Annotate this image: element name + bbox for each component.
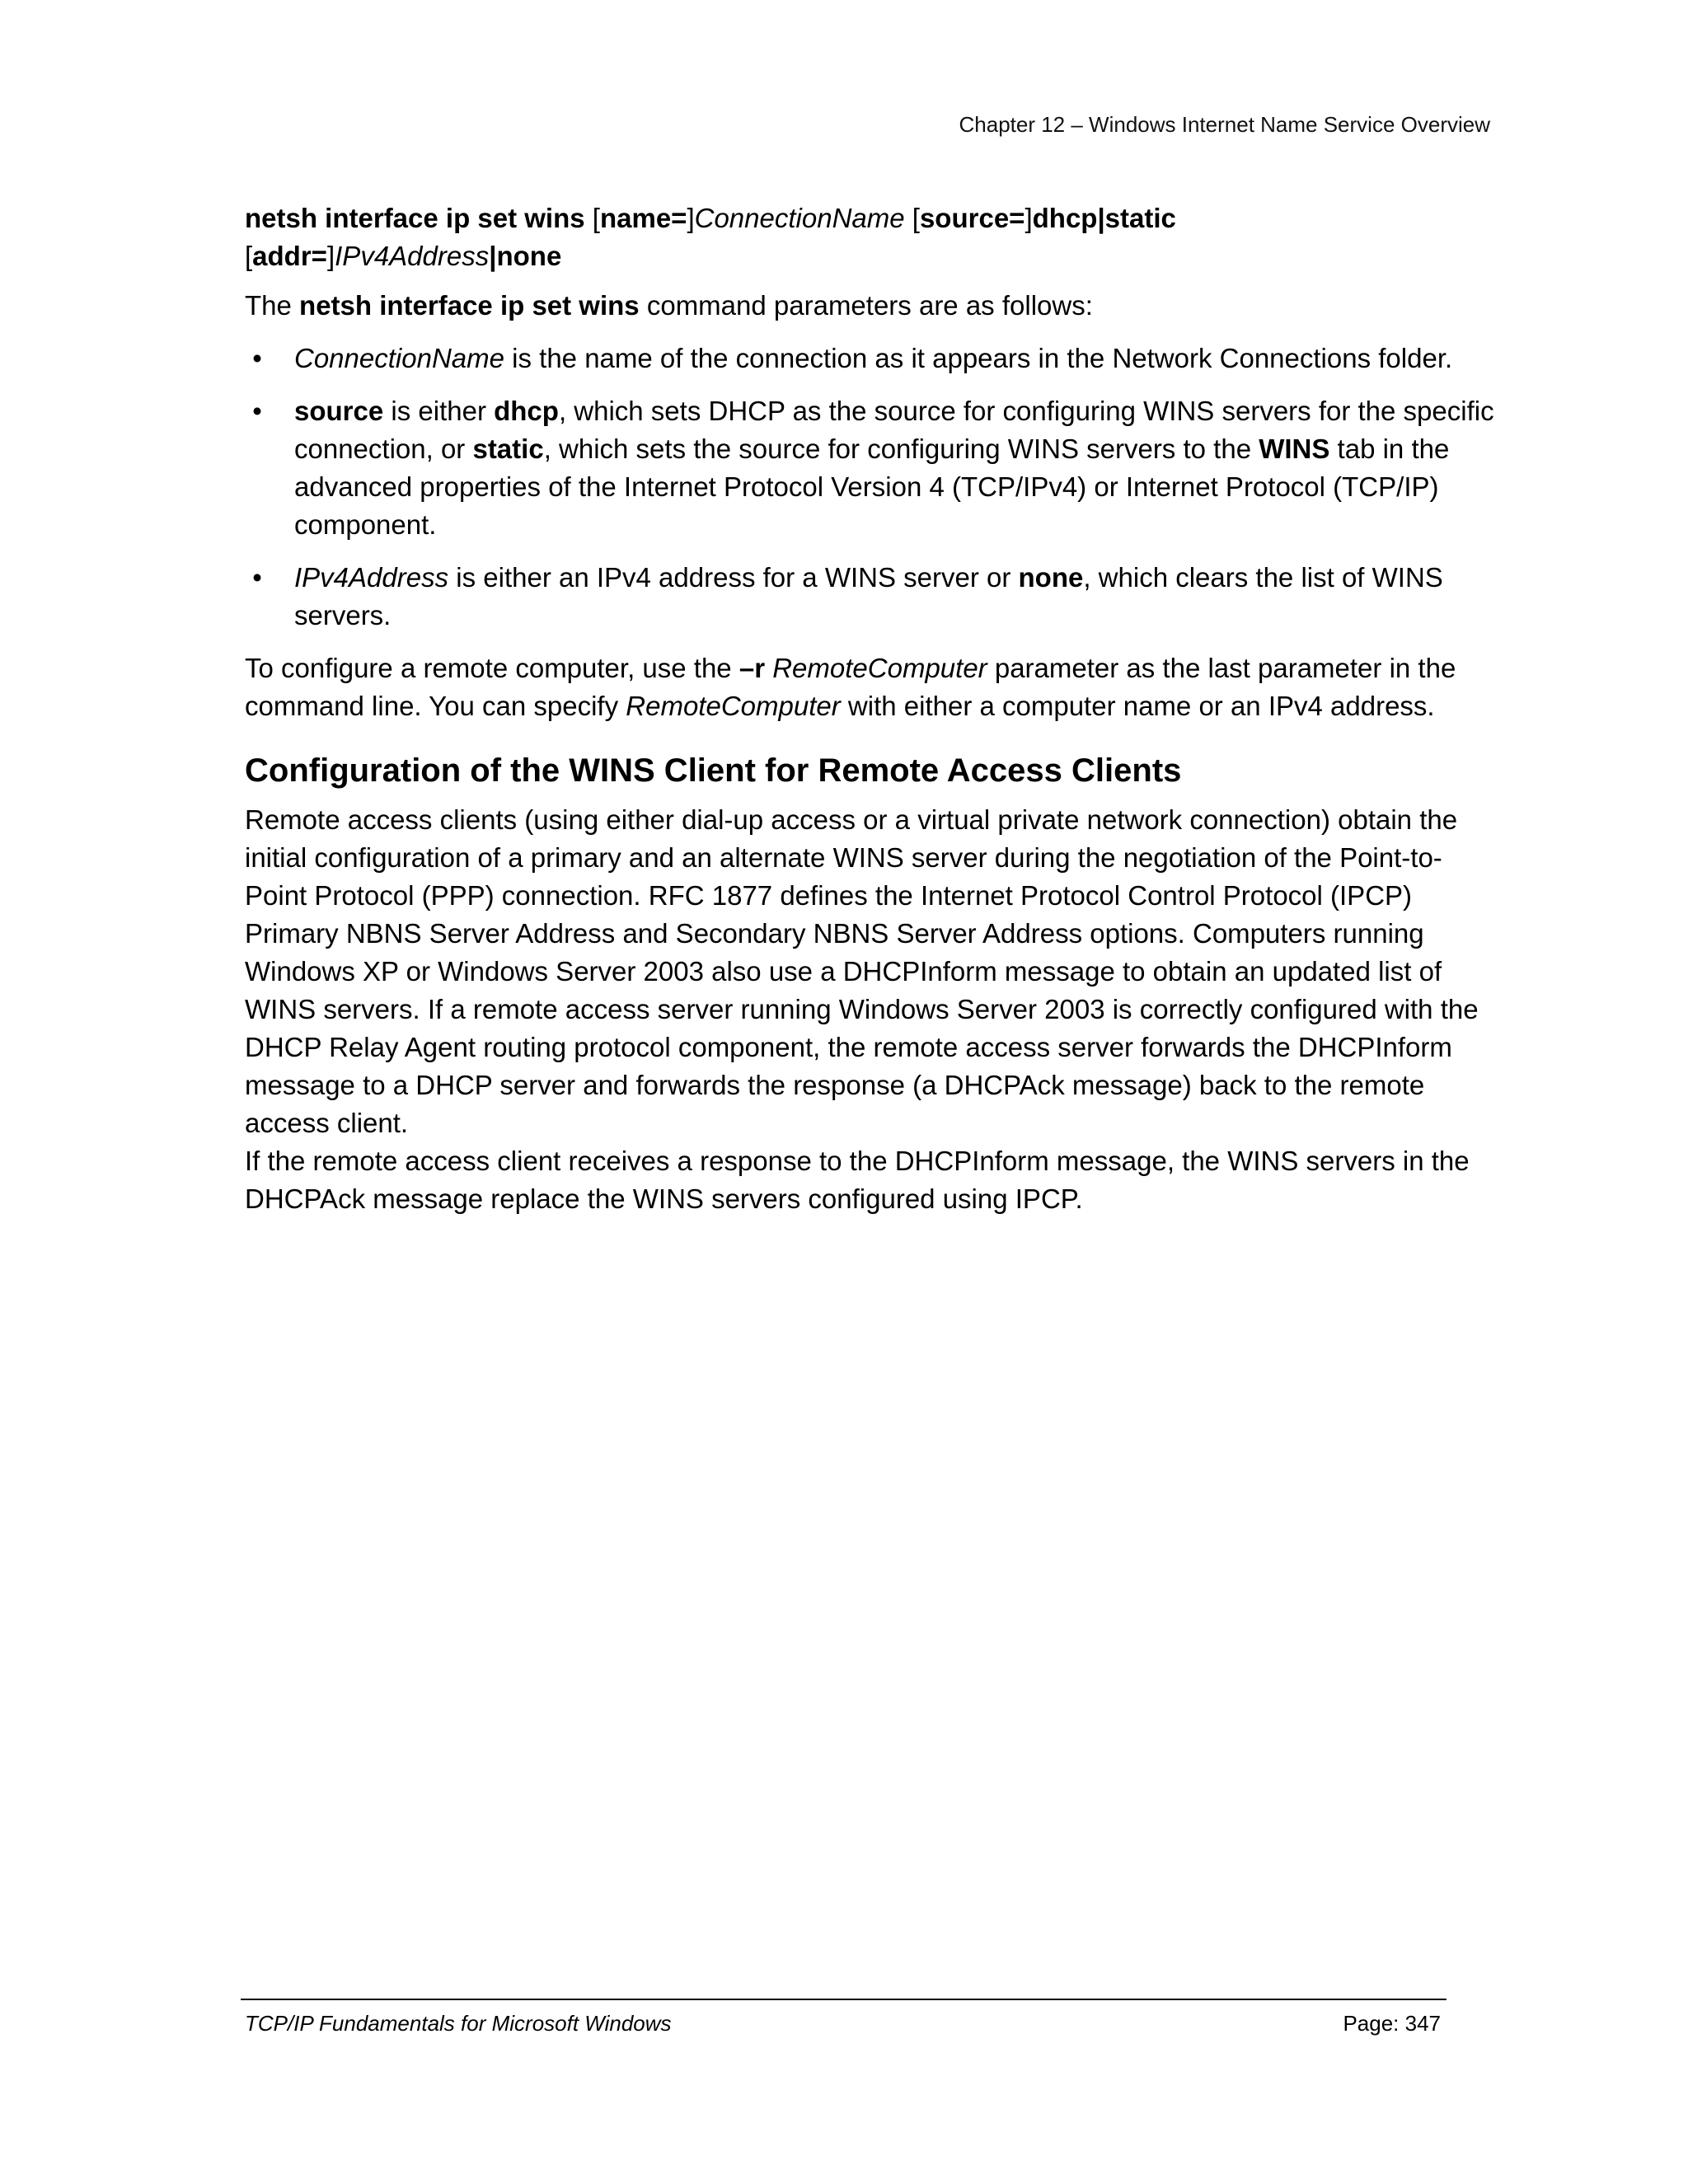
syntax-bracket: [ [904, 203, 920, 233]
running-header: Chapter 12 – Windows Internet Name Service Overview [959, 112, 1490, 137]
param-description: tab in the advanced properties of the Internet Protocol Version 4 (TCP/IPv4) or Internet Protocol (TCP/IP) component. [294, 434, 1450, 540]
remote-paragraph [245, 649, 1498, 725]
remote-text: parameter as the last parameter in the command line. You can specify [245, 653, 1456, 721]
remote-computer-param: RemoteComputer [772, 653, 987, 683]
param-name: IPv4Address [294, 562, 449, 593]
bullet-icon: • [252, 396, 262, 426]
section-paragraph: Remote access clients (using either dial-up access or a virtual private network connection) obtain the initial configuration of a primary and an alternate WINS server during the negotiation of the Point-to-Point Protocol (PPP) connection. RFC 1877 defines the Internet Protocol Control Protocol (IPCP) Primary NBNS Server Address and Secondary NBNS Server Address options. Computers running Windows XP or Windows Server 2003 also use a DHCPInform message to obtain an updated list of WINS servers. If a remote access server running Windows Server 2003 is correctly configured with the DHCP Relay Agent routing protocol component, the remote access server forwards the DHCPInform message to a DHCP server and forwards the response (a DHCPAck message) back to the remote access client. [245, 804, 1479, 1138]
param-tab-name: WINS [1259, 434, 1330, 464]
param-description: , which sets the source for configuring WINS servers to the [543, 434, 1259, 464]
syntax-bracket: ] [326, 241, 335, 271]
parameter-list [245, 340, 1498, 635]
param-description: , which clears the list of WINS servers. [294, 562, 1443, 630]
param-description: , which sets DHCP as the source for configuring WINS servers for the specific connection, or [294, 396, 1494, 464]
syntax-connection-name: ConnectionName [694, 203, 905, 233]
page-content [245, 199, 1498, 1218]
command-syntax [245, 199, 1498, 275]
section-heading: Configuration of the WINS Client for Remote Access Clients [245, 752, 1182, 789]
syntax-source-values: dhcp|static [1032, 203, 1176, 233]
intro-text: command parameters are as follows: [639, 290, 1093, 321]
param-value: dhcp [494, 396, 559, 426]
syntax-source-keyword: source= [919, 203, 1025, 233]
bullet-icon: • [252, 562, 262, 593]
param-name: ConnectionName [294, 343, 504, 373]
syntax-name-keyword: name= [599, 203, 687, 233]
intro-paragraph [245, 287, 1498, 325]
syntax-bracket: [ [584, 203, 600, 233]
syntax-ipv4-address: IPv4Address [335, 241, 490, 271]
syntax-bracket: ] [687, 203, 695, 233]
list-item [245, 340, 1498, 377]
param-value: static [472, 434, 544, 464]
param-description: is the name of the connection as it appears in the Network Connections folder. [504, 343, 1453, 373]
intro-text: The [245, 290, 300, 321]
list-item [245, 392, 1498, 544]
syntax-bracket: ] [1025, 203, 1033, 233]
param-value: none [1018, 562, 1084, 593]
syntax-bracket: [ [245, 241, 253, 271]
syntax-command: netsh interface ip set wins [245, 203, 585, 233]
syntax-addr-keyword: addr= [252, 241, 327, 271]
remote-computer-param: RemoteComputer [626, 691, 841, 721]
footer-divider [241, 1999, 1447, 2000]
remote-text [765, 653, 772, 683]
footer-book-title: TCP/IP Fundamentals for Microsoft Windows [245, 2011, 672, 2036]
bullet-icon: • [252, 343, 262, 373]
section-paragraph: If the remote access client receives a response to the DHCPInform message, the WINS servers in the DHCPAck message replace the WINS servers configured using IPCP. [245, 1146, 1470, 1214]
syntax-none: |none [489, 241, 562, 271]
remote-text: with either a computer name or an IPv4 address. [840, 691, 1435, 721]
intro-command: netsh interface ip set wins [299, 290, 640, 321]
param-name: source [294, 396, 384, 426]
param-description: is either [383, 396, 495, 426]
remote-flag: –r [738, 653, 766, 683]
remote-text: To configure a remote computer, use the [245, 653, 739, 683]
param-description: is either an IPv4 address for a WINS server or [448, 562, 1019, 593]
footer-page-number: Page: 347 [1343, 2011, 1441, 2036]
list-item [245, 559, 1498, 635]
